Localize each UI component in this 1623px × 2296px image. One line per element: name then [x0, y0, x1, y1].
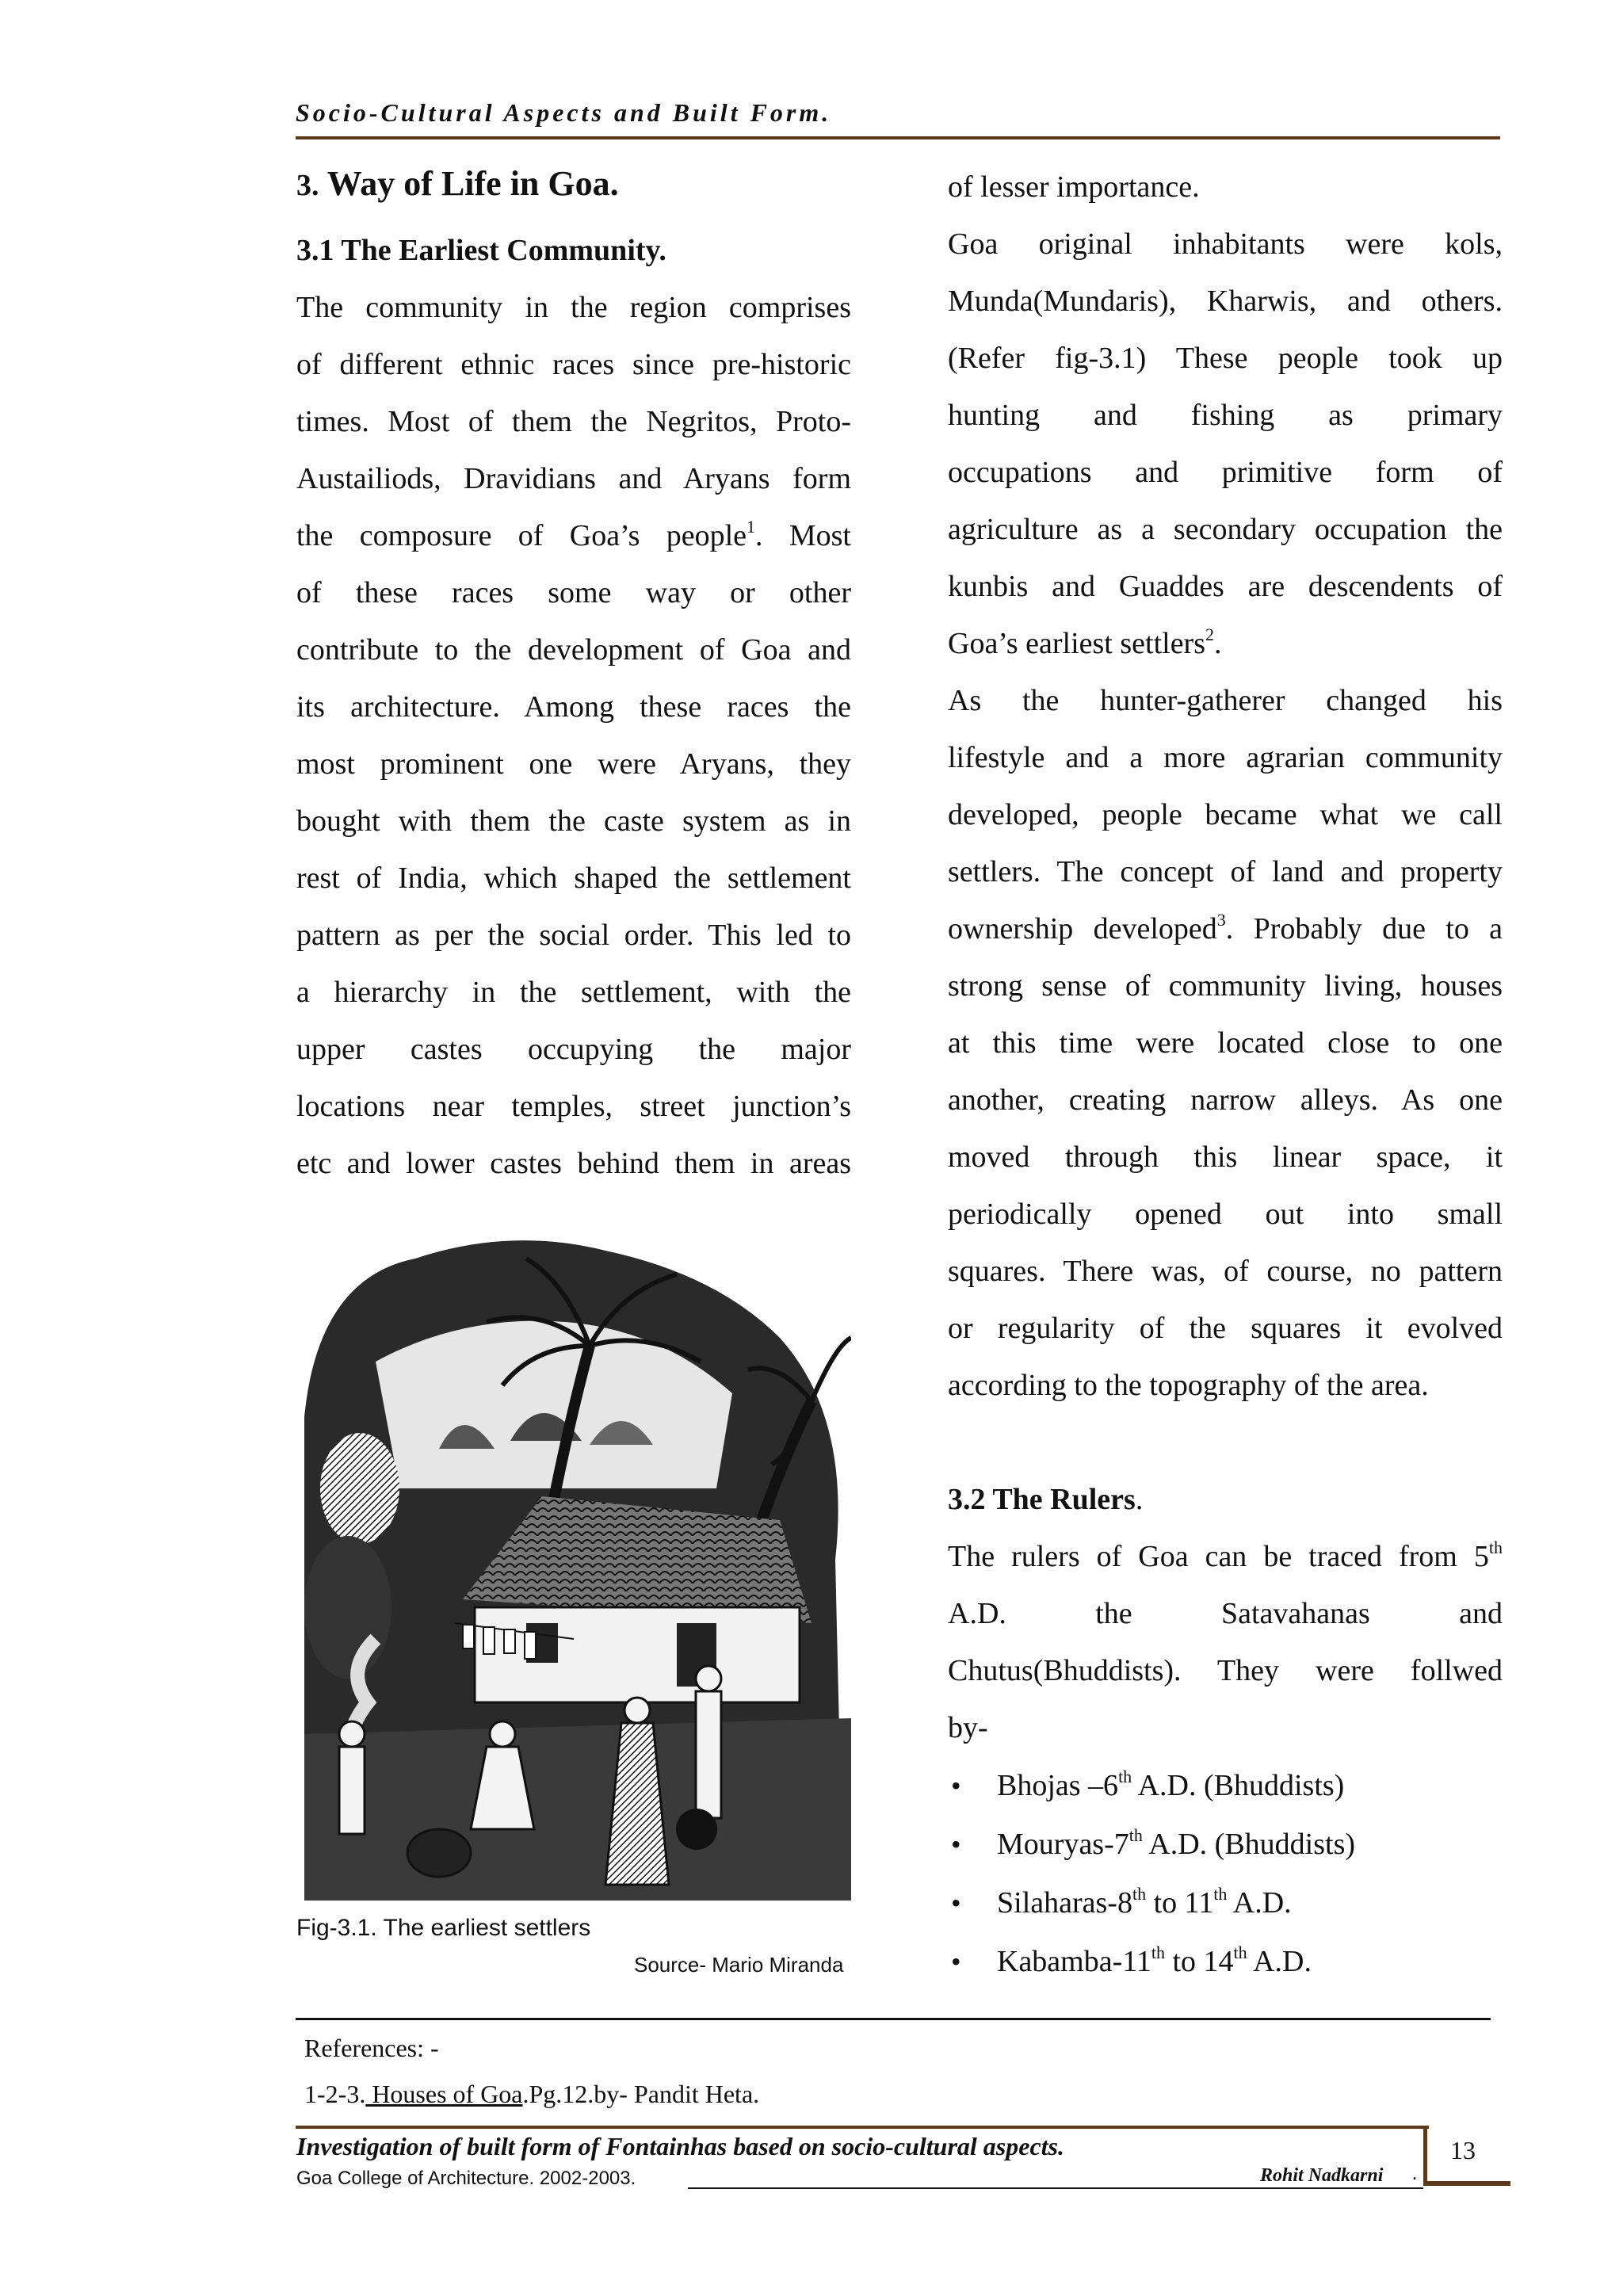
text-line: hunting and fishing as primary — [948, 399, 1503, 432]
list-item — [948, 1932, 1503, 1991]
text-line: moved through this linear space, it — [948, 1140, 1503, 1174]
superscript: th — [1151, 1943, 1165, 1962]
text-line: As the hunter-gatherer changed his — [948, 684, 1503, 717]
text-line: another, creating narrow alleys. As one — [948, 1083, 1503, 1117]
text-line: bought with them the caste system as in — [296, 804, 851, 838]
subsection-title-dot: . — [1135, 1483, 1144, 1516]
text-line: The community in the region comprises — [296, 291, 851, 324]
section-title — [296, 159, 851, 222]
reference-book-title: Houses of Goa — [365, 2080, 523, 2108]
text-line: of lesser importance. — [948, 170, 1200, 204]
subsection-title-earliest-community: 3.1 The Earliest Community. — [296, 234, 666, 267]
text-line: Goa original inhabitants were kols, — [948, 227, 1503, 261]
text-fragment: Bhojas –6 — [997, 1769, 1119, 1802]
text-line: by- — [948, 1711, 988, 1744]
text-line: developed, people became what we call — [948, 798, 1503, 831]
text-line: upper castes occupying the major — [296, 1033, 851, 1066]
paragraph-continued — [948, 159, 1503, 216]
text-line: a hierarchy in the settlement, with the — [296, 976, 851, 1009]
text-line: rest of India, which shaped the settlement — [296, 861, 851, 895]
figure-source: Source- Mario Miranda — [634, 1953, 844, 1977]
text-line: its architecture. Among these races the — [296, 690, 851, 724]
text-fragment: . Probably due to a — [1225, 912, 1503, 946]
text-line: lifestyle and a more agrarian community — [948, 741, 1503, 774]
text-line: of different ethnic races since pre-historic — [296, 348, 851, 381]
text-fragment: A.D. (Bhuddists) — [1142, 1828, 1356, 1861]
text-line: strong sense of community living, houses — [948, 969, 1503, 1003]
text-line: Munda(Mundaris), Kharwis, and others. — [948, 285, 1503, 318]
text-fragment: . Most — [755, 519, 851, 552]
text-line: (Refer fig-3.1) These people took up — [948, 342, 1503, 375]
text-line: occupations and primitive form of — [948, 456, 1503, 489]
superscript: th — [1118, 1767, 1132, 1786]
text-line: etc and lower castes behind them in areas — [296, 1147, 851, 1180]
text-line: according to the topography of the area. — [948, 1369, 1429, 1402]
footnote-ref: 3 — [1216, 910, 1226, 930]
text-line: agriculture as a secondary occupation the — [948, 513, 1503, 546]
text-line: settlers. The concept of land and property — [948, 855, 1503, 888]
list-item — [948, 1756, 1503, 1815]
text-fragment: Silaharas-8 — [997, 1886, 1132, 1920]
superscript: th — [1128, 1825, 1143, 1845]
text-line: Chutus(Bhuddists). They were follwed — [948, 1654, 1503, 1687]
left-column — [296, 159, 851, 1192]
text-line: periodically opened out into small — [948, 1198, 1503, 1231]
superscript: th — [1213, 1884, 1228, 1904]
footer-underline — [688, 2187, 1423, 2189]
text-line: of these races some way or other — [296, 576, 851, 609]
page-number-frame-vertical — [1423, 2126, 1427, 2183]
footnote-ref: 2 — [1205, 625, 1215, 644]
text-fragment: A.D. (Bhuddists) — [1132, 1769, 1345, 1802]
text-fragment: Goa’s earliest settlers — [948, 627, 1206, 660]
text-line: locations near temples, street junction’s — [296, 1090, 851, 1123]
running-header: Socio-Cultural Aspects and Built Form. — [296, 98, 832, 127]
paragraph-rulers — [948, 1528, 1503, 1756]
rulers-list — [948, 1756, 1503, 1991]
text-line — [948, 615, 1503, 672]
text-line: or regularity of the squares it evolved — [948, 1312, 1503, 1345]
references-rule — [296, 2018, 1491, 2020]
reference-suffix: .Pg.12.by- Pandit Heta. — [522, 2080, 760, 2108]
reference-prefix: 1-2-3. — [304, 2080, 366, 2108]
text-fragment: . — [1214, 627, 1222, 660]
text-fragment: A.D. — [1227, 1886, 1292, 1920]
text-fragment: Kabamba-11 — [997, 1945, 1151, 1978]
text-line: A.D. the Satavahanas and — [948, 1597, 1503, 1630]
superscript: th — [1488, 1538, 1503, 1557]
paragraph-settlers — [948, 672, 1503, 1414]
text-line: kunbis and Guaddes are descendents of — [948, 570, 1503, 603]
page-number-frame-horizontal — [1423, 2181, 1510, 2186]
header-rule — [296, 136, 1500, 139]
superscript: th — [1132, 1884, 1147, 1904]
text-line: at this time were located close to one — [948, 1026, 1503, 1060]
settlers-illustration — [304, 1227, 851, 1901]
text-line: Austailiods, Dravidians and Aryans form — [296, 462, 851, 495]
footer-thesis-title: Investigation of built form of Fontainhas based on socio-cultural aspects. — [296, 2132, 1064, 2160]
text-line: times. Most of them the Negritos, Proto- — [296, 405, 851, 438]
list-item — [948, 1874, 1503, 1932]
figure-earliest-settlers — [304, 1227, 851, 1901]
text-fragment: ownership developed — [948, 912, 1217, 946]
footer-author-dot: . — [1412, 2164, 1417, 2184]
footer-author: Rohit Nadkarni — [1260, 2165, 1384, 2186]
text-line: contribute to the development of Goa and — [296, 633, 851, 667]
footer-college: Goa College of Architecture. 2002-2003. — [296, 2168, 636, 2189]
text-fragment: to 14 — [1164, 1945, 1234, 1978]
section-number: 3. — [296, 169, 319, 202]
text-fragment: A.D. — [1247, 1945, 1312, 1978]
list-item — [948, 1815, 1503, 1874]
section-title-text: Way of Life in Goa. — [327, 164, 619, 203]
text-line: squares. There was, of course, no pattern — [948, 1255, 1503, 1288]
text-fragment: to 11 — [1146, 1886, 1214, 1920]
text-fragment: The rulers of Goa can be traced from 5 — [948, 1540, 1489, 1573]
footer-rule — [296, 2126, 1429, 2129]
subsection-title-rulers — [948, 1471, 1503, 1528]
text-line: pattern as per the social order. This led to — [296, 919, 851, 952]
text-fragment: Mouryas-7 — [997, 1828, 1129, 1861]
paragraph-inhabitants — [948, 216, 1503, 672]
subsection-title-text: 3.2 The Rulers — [948, 1483, 1136, 1516]
text-line — [296, 507, 851, 564]
paragraph-earliest-community — [296, 279, 851, 1192]
text-line — [948, 1528, 1503, 1585]
text-fragment: the composure of Goa’s people — [296, 519, 747, 552]
figure-caption: Fig-3.1. The earliest settlers — [296, 1915, 591, 1941]
paragraph-spacer — [948, 1414, 1503, 1471]
text-line: most prominent one were Aryans, they — [296, 747, 851, 781]
reference-entry — [304, 2080, 759, 2109]
page-number: 13 — [1450, 2136, 1476, 2164]
footnote-ref: 1 — [747, 517, 756, 537]
references-label: References: - — [304, 2034, 439, 2062]
right-column — [948, 159, 1503, 1991]
superscript: th — [1233, 1943, 1247, 1962]
text-line — [948, 900, 1503, 957]
